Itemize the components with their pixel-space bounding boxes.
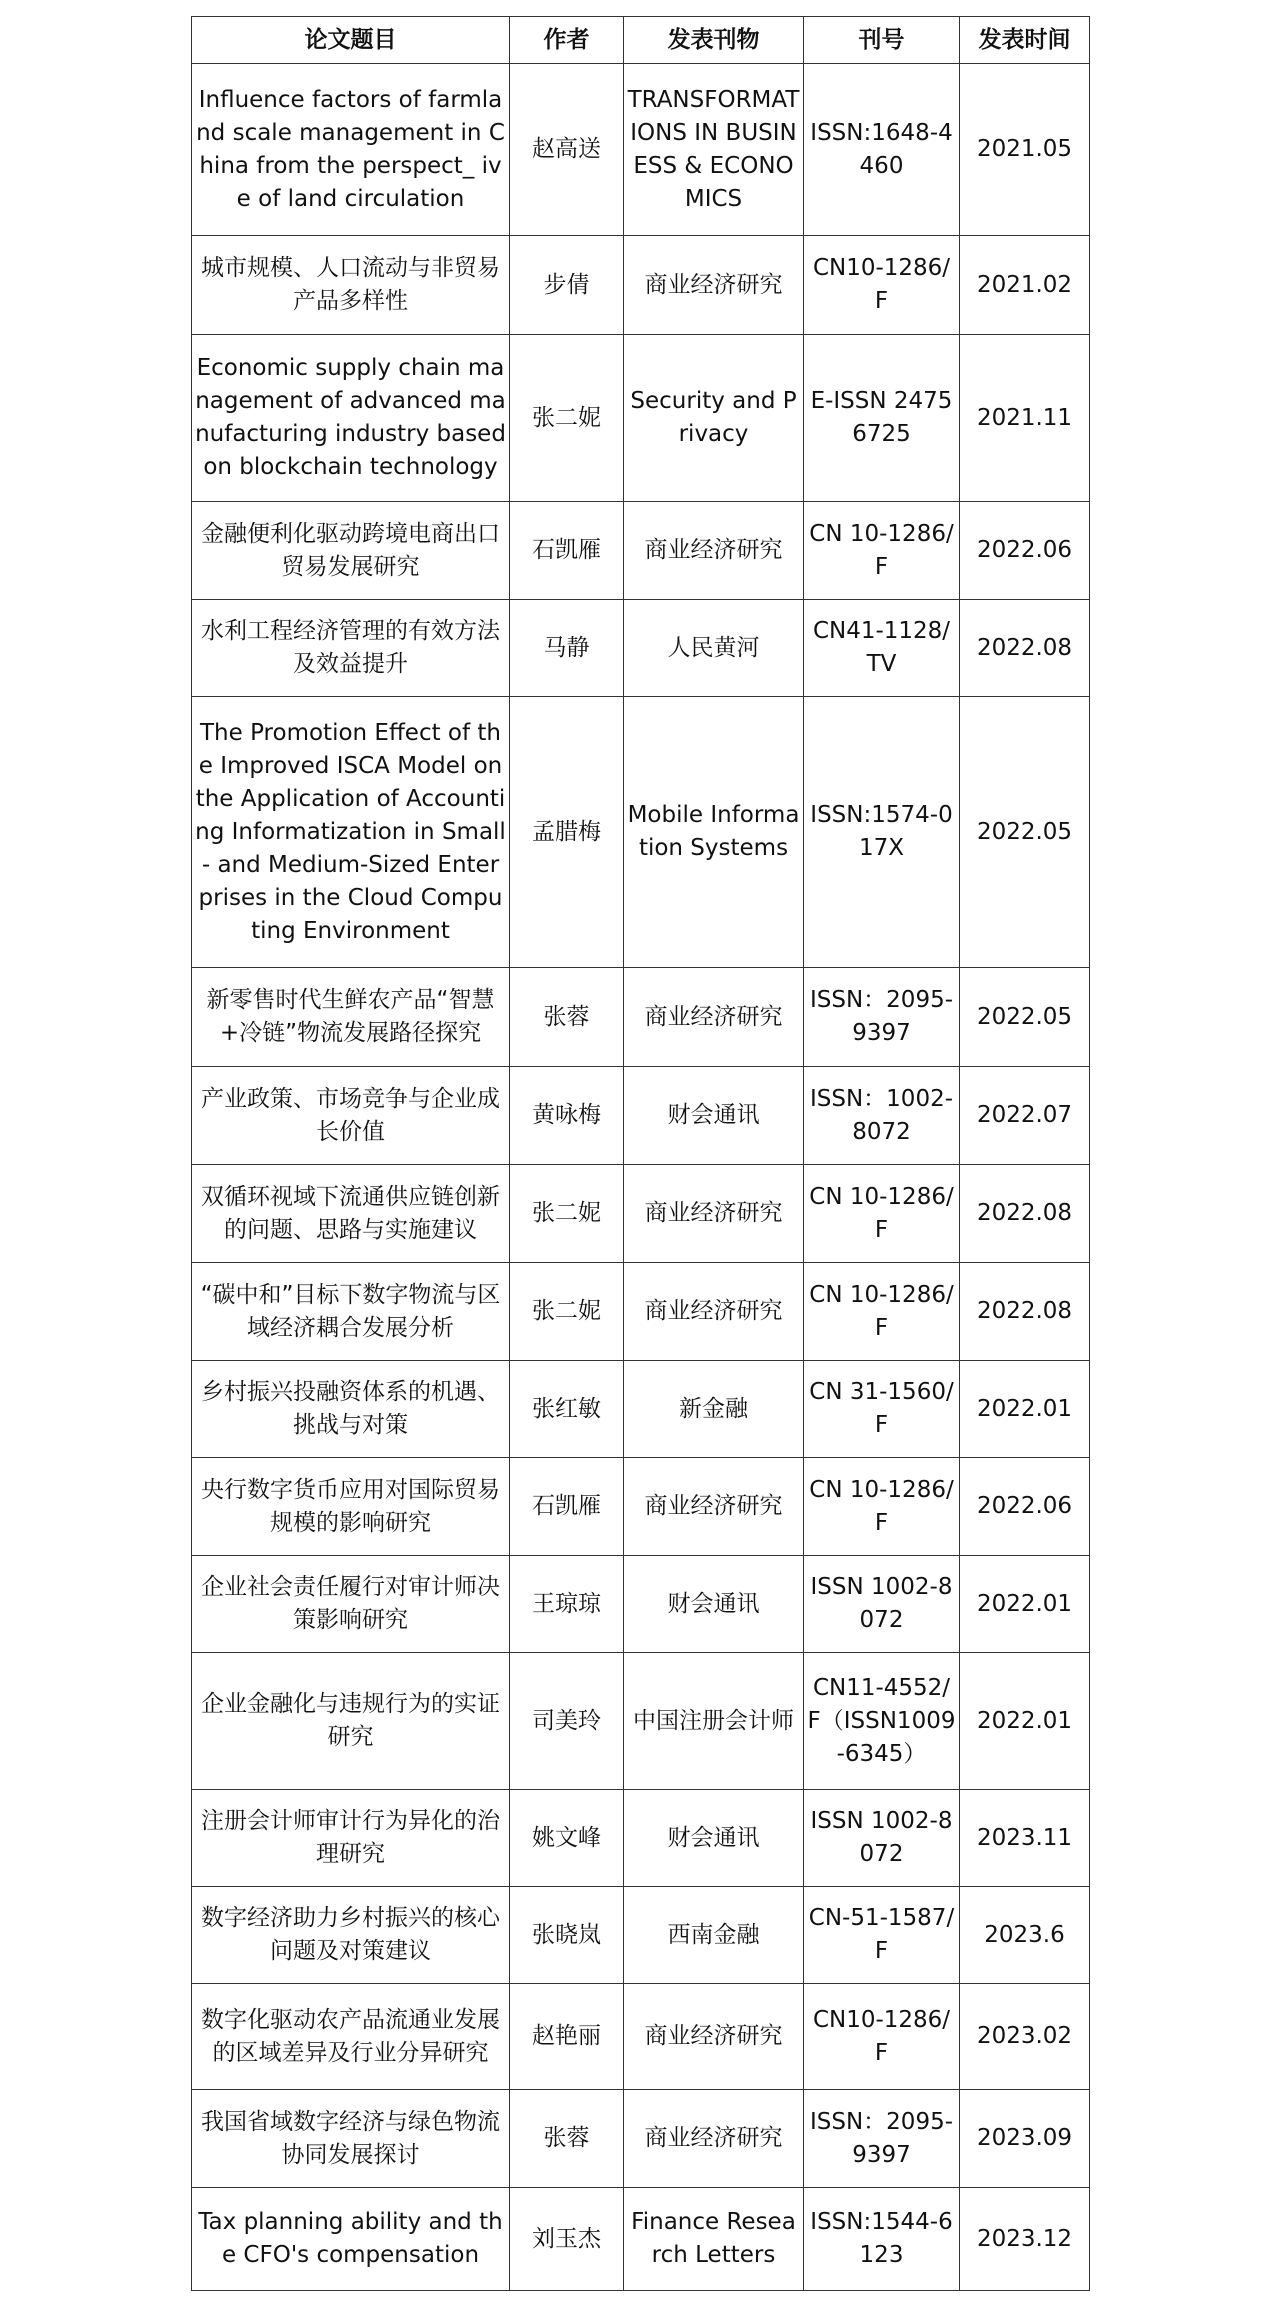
cell-date: 2022.07 xyxy=(960,1067,1090,1165)
cell-issn: CN 10-1286/F xyxy=(804,502,960,600)
table-row xyxy=(192,335,1090,502)
cell-title: 央行数字货币应用对国际贸易规模的影响研究 xyxy=(192,1458,510,1556)
header-title: 论文题目 xyxy=(192,17,510,64)
cell-title: 我国省域数字经济与绿色物流协同发展探讨 xyxy=(192,2090,510,2188)
table-row xyxy=(192,1556,1090,1653)
table-row xyxy=(192,1263,1090,1361)
cell-author: 张蓉 xyxy=(510,968,624,1067)
cell-author: 王琼琼 xyxy=(510,1556,624,1653)
table-row xyxy=(192,64,1090,236)
header-journal: 发表刊物 xyxy=(624,17,804,64)
cell-author: 张红敏 xyxy=(510,1361,624,1458)
header-author: 作者 xyxy=(510,17,624,64)
cell-title: 企业社会责任履行对审计师决策影响研究 xyxy=(192,1556,510,1653)
cell-title: Economic supply chain management of advanced manufacturing industry based on blockchain technology xyxy=(192,335,510,502)
cell-author: 姚文峰 xyxy=(510,1790,624,1887)
cell-date: 2023.09 xyxy=(960,2090,1090,2188)
cell-author: 石凯雁 xyxy=(510,502,624,600)
cell-journal: Security and Privacy xyxy=(624,335,804,502)
cell-title: 注册会计师审计行为异化的治理研究 xyxy=(192,1790,510,1887)
cell-date: 2022.08 xyxy=(960,1263,1090,1361)
table-row xyxy=(192,1984,1090,2090)
cell-author: 孟腊梅 xyxy=(510,697,624,968)
cell-issn: CN41-1128/TV xyxy=(804,600,960,697)
cell-journal: 商业经济研究 xyxy=(624,236,804,335)
cell-author: 马静 xyxy=(510,600,624,697)
cell-date: 2023.02 xyxy=(960,1984,1090,2090)
cell-issn: ISSN:1544-6123 xyxy=(804,2188,960,2291)
cell-title: 城市规模、人口流动与非贸易产品多样性 xyxy=(192,236,510,335)
cell-title: 金融便利化驱动跨境电商出口贸易发展研究 xyxy=(192,502,510,600)
cell-journal: 中国注册会计师 xyxy=(624,1653,804,1790)
cell-issn: ISSN:1648-4460 xyxy=(804,64,960,236)
cell-author: 张晓岚 xyxy=(510,1887,624,1984)
cell-issn: CN 10-1286/F xyxy=(804,1165,960,1263)
cell-issn: ISSN 1002-8072 xyxy=(804,1790,960,1887)
cell-journal: 商业经济研究 xyxy=(624,2090,804,2188)
cell-journal: TRANSFORMATIONS IN BUSINESS & ECONOMICS xyxy=(624,64,804,236)
cell-journal: 西南金融 xyxy=(624,1887,804,1984)
papers-table xyxy=(191,16,1090,2291)
cell-date: 2022.06 xyxy=(960,502,1090,600)
cell-date: 2021.11 xyxy=(960,335,1090,502)
table-row xyxy=(192,2090,1090,2188)
cell-journal: 商业经济研究 xyxy=(624,968,804,1067)
table-row xyxy=(192,1653,1090,1790)
cell-title: 数字经济助力乡村振兴的核心问题及对策建议 xyxy=(192,1887,510,1984)
cell-issn: CN 31-1560/F xyxy=(804,1361,960,1458)
cell-author: 石凯雁 xyxy=(510,1458,624,1556)
cell-author: 张蓉 xyxy=(510,2090,624,2188)
cell-date: 2022.01 xyxy=(960,1556,1090,1653)
cell-issn: ISSN 1002-8072 xyxy=(804,1556,960,1653)
cell-issn: CN10-1286/F xyxy=(804,236,960,335)
table-row xyxy=(192,1067,1090,1165)
cell-journal: 商业经济研究 xyxy=(624,1263,804,1361)
cell-journal: 财会通讯 xyxy=(624,1067,804,1165)
cell-author: 赵艳丽 xyxy=(510,1984,624,2090)
cell-journal: 商业经济研究 xyxy=(624,1165,804,1263)
table-row xyxy=(192,968,1090,1067)
cell-date: 2022.01 xyxy=(960,1653,1090,1790)
cell-title: 新零售时代生鲜农产品“智慧+冷链”物流发展路径探究 xyxy=(192,968,510,1067)
table-row xyxy=(192,2188,1090,2291)
cell-date: 2022.08 xyxy=(960,600,1090,697)
table-row xyxy=(192,1790,1090,1887)
cell-author: 黄咏梅 xyxy=(510,1067,624,1165)
table-row xyxy=(192,1165,1090,1263)
header-row xyxy=(192,17,1090,64)
cell-title: Tax planning ability and the CFO's compensation xyxy=(192,2188,510,2291)
cell-issn: ISSN:1574-017X xyxy=(804,697,960,968)
cell-author: 司美玲 xyxy=(510,1653,624,1790)
cell-date: 2022.06 xyxy=(960,1458,1090,1556)
header-date: 发表时间 xyxy=(960,17,1090,64)
cell-title: “碳中和”目标下数字物流与区域经济耦合发展分析 xyxy=(192,1263,510,1361)
cell-title: 数字化驱动农产品流通业发展的区域差异及行业分异研究 xyxy=(192,1984,510,2090)
cell-journal: Mobile Information Systems xyxy=(624,697,804,968)
cell-journal: 新金融 xyxy=(624,1361,804,1458)
cell-journal: 财会通讯 xyxy=(624,1790,804,1887)
cell-issn: CN-51-1587/F xyxy=(804,1887,960,1984)
cell-title: The Promotion Effect of the Improved ISCA Model on the Application of Accounting Informatization in Small- and Medium-Sized Enterprises in the Cloud Computing Environment xyxy=(192,697,510,968)
cell-issn: CN 10-1286/F xyxy=(804,1263,960,1361)
cell-date: 2023.11 xyxy=(960,1790,1090,1887)
cell-journal: 人民黄河 xyxy=(624,600,804,697)
cell-title: 水利工程经济管理的有效方法及效益提升 xyxy=(192,600,510,697)
cell-author: 赵高送 xyxy=(510,64,624,236)
cell-issn: ISSN：2095-9397 xyxy=(804,2090,960,2188)
cell-author: 刘玉杰 xyxy=(510,2188,624,2291)
cell-issn: CN11-4552/F（ISSN1009-6345） xyxy=(804,1653,960,1790)
cell-author: 步倩 xyxy=(510,236,624,335)
cell-date: 2021.05 xyxy=(960,64,1090,236)
cell-issn: ISSN：2095-9397 xyxy=(804,968,960,1067)
cell-author: 张二妮 xyxy=(510,1165,624,1263)
cell-date: 2021.02 xyxy=(960,236,1090,335)
cell-title: 乡村振兴投融资体系的机遇、挑战与对策 xyxy=(192,1361,510,1458)
cell-journal: Finance Research Letters xyxy=(624,2188,804,2291)
cell-date: 2022.08 xyxy=(960,1165,1090,1263)
table-row xyxy=(192,1458,1090,1556)
cell-journal: 商业经济研究 xyxy=(624,1458,804,1556)
cell-journal: 商业经济研究 xyxy=(624,502,804,600)
cell-issn: E-ISSN 24756725 xyxy=(804,335,960,502)
table-row xyxy=(192,502,1090,600)
table-row xyxy=(192,697,1090,968)
cell-date: 2022.05 xyxy=(960,697,1090,968)
cell-date: 2022.01 xyxy=(960,1361,1090,1458)
table-row xyxy=(192,236,1090,335)
header-issn: 刊号 xyxy=(804,17,960,64)
cell-issn: CN 10-1286/F xyxy=(804,1458,960,1556)
cell-date: 2023.12 xyxy=(960,2188,1090,2291)
cell-date: 2022.05 xyxy=(960,968,1090,1067)
table-row xyxy=(192,1887,1090,1984)
cell-issn: CN10-1286/F xyxy=(804,1984,960,2090)
table-row xyxy=(192,600,1090,697)
cell-author: 张二妮 xyxy=(510,1263,624,1361)
cell-author: 张二妮 xyxy=(510,335,624,502)
cell-journal: 财会通讯 xyxy=(624,1556,804,1653)
table-row xyxy=(192,1361,1090,1458)
cell-title: 产业政策、市场竞争与企业成长价值 xyxy=(192,1067,510,1165)
cell-title: 双循环视域下流通供应链创新的问题、思路与实施建议 xyxy=(192,1165,510,1263)
cell-title: Influence factors of farmland scale management in China from the perspect_ ive of land circulation xyxy=(192,64,510,236)
cell-title: 企业金融化与违规行为的实证研究 xyxy=(192,1653,510,1790)
cell-date: 2023.6 xyxy=(960,1887,1090,1984)
cell-issn: ISSN：1002-8072 xyxy=(804,1067,960,1165)
cell-journal: 商业经济研究 xyxy=(624,1984,804,2090)
